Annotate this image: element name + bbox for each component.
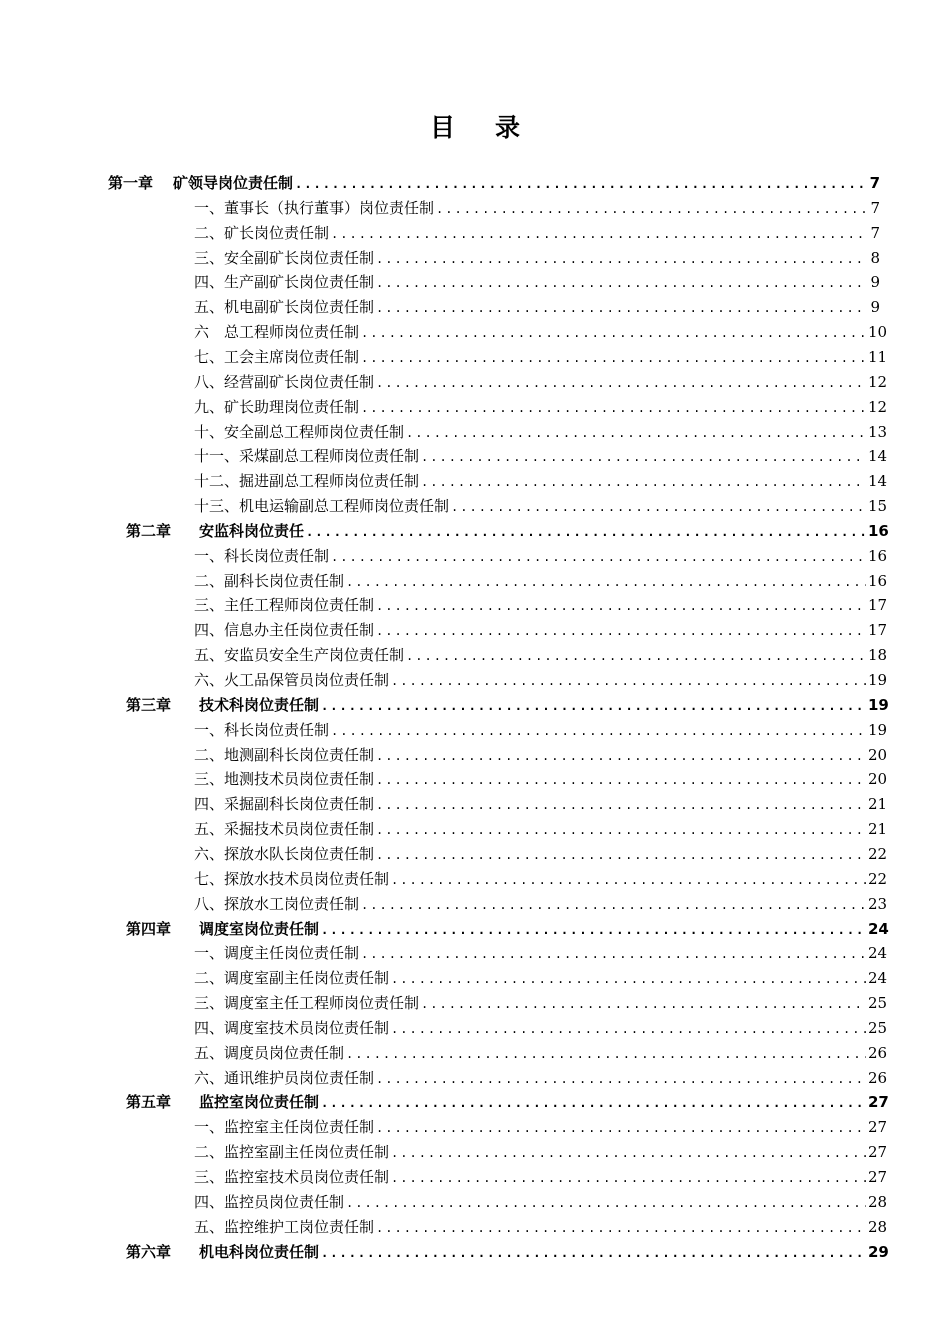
- toc-item-row[interactable]: [194, 370, 888, 395]
- toc-leader-dots: [376, 843, 866, 868]
- toc-item-title: 一、监控室主任岗位责任制: [194, 1118, 375, 1137]
- toc-page-number: 10: [868, 323, 888, 342]
- toc-chapter-number: 第六章: [126, 1242, 172, 1261]
- toc-item-title: 七、探放水技术员岗位责任制: [194, 869, 390, 888]
- toc-item-row[interactable]: [194, 395, 888, 420]
- toc-chapter-number: 第三章: [126, 695, 172, 714]
- toc-leader-dots: [321, 694, 866, 719]
- toc-item-row[interactable]: [194, 817, 888, 842]
- toc-item-title: 五、采掘技术员岗位责任制: [194, 820, 375, 839]
- toc-item-title: 四、调度室技术员岗位责任制: [194, 1018, 390, 1037]
- toc-leader-dots: [376, 1216, 866, 1241]
- toc-page-number: 26: [868, 1068, 888, 1087]
- toc-leader-dots: [406, 421, 866, 446]
- toc-page-number: 27: [868, 1143, 888, 1162]
- toc-page-number: 15: [868, 497, 888, 516]
- toc-item-row[interactable]: [194, 1041, 888, 1066]
- toc-item-title: 二、矿长岗位责任制: [194, 223, 330, 242]
- toc-page-number: 27: [868, 1118, 888, 1137]
- toc-leader-dots: [376, 619, 866, 644]
- toc-leader-dots: [376, 793, 866, 818]
- toc-item-title: 八、探放水工岗位责任制: [194, 894, 360, 913]
- toc-chapter-title: 调度室岗位责任制: [199, 919, 320, 938]
- toc-item-title: 六、探放水队长岗位责任制: [194, 844, 375, 863]
- toc-leader-dots: [346, 1191, 866, 1216]
- toc-item-title: 四、生产副矿长岗位责任制: [194, 273, 375, 292]
- toc-chapter-number: 第五章: [126, 1093, 172, 1112]
- toc-item-title: 四、信息办主任岗位责任制: [194, 621, 375, 640]
- toc-item-row[interactable]: [194, 1115, 888, 1140]
- toc-page-number: 7: [870, 198, 880, 217]
- toc-leader-dots: [376, 296, 866, 321]
- toc-leader-dots: [376, 1116, 866, 1141]
- toc-chapter-title: 技术科岗位责任制: [199, 695, 320, 714]
- toc-item-title: 五、调度员岗位责任制: [194, 1043, 345, 1062]
- toc-page-number: 29: [868, 1242, 889, 1261]
- toc-item-title: 五、安监员安全生产岗位责任制: [194, 646, 405, 665]
- toc-page-number: 7: [870, 223, 880, 242]
- toc-item-row[interactable]: [194, 1165, 888, 1190]
- toc-item-row[interactable]: [194, 345, 888, 370]
- toc-chapter-number: 第二章: [126, 521, 172, 540]
- toc-page-number: 20: [868, 745, 888, 764]
- toc-item-title: 二、副科长岗位责任制: [194, 571, 345, 590]
- toc-item-row[interactable]: [194, 221, 880, 246]
- toc-item-title: 一、科长岗位责任制: [194, 720, 330, 739]
- toc-chapter-row[interactable]: [126, 693, 889, 718]
- toc-page-number: 25: [868, 1018, 888, 1037]
- toc-leader-dots: [391, 967, 866, 992]
- toc-item-row[interactable]: [194, 1190, 888, 1215]
- toc-item-title: 六、通讯维护员岗位责任制: [194, 1068, 375, 1087]
- toc-item-row[interactable]: [194, 196, 880, 221]
- toc-item-title: 一、董事长（执行董事）岗位责任制: [194, 198, 435, 217]
- toc-item-row[interactable]: [194, 718, 888, 743]
- toc-item-row[interactable]: [194, 270, 880, 295]
- toc-leader-dots: [391, 1017, 866, 1042]
- toc-item-title: 四、采掘副科长岗位责任制: [194, 795, 375, 814]
- toc-item-row[interactable]: [194, 767, 888, 792]
- toc-chapter-title: 机电科岗位责任制: [199, 1242, 320, 1261]
- toc-item-title: 三、调度室主任工程师岗位责任制: [194, 994, 420, 1013]
- toc-leader-dots: [376, 744, 866, 769]
- toc-chapter-row[interactable]: [126, 1090, 889, 1115]
- toc-page-number: 13: [868, 422, 888, 441]
- toc-item-row[interactable]: [194, 246, 880, 271]
- toc-chapter-title: 矿领导岗位责任制: [173, 174, 294, 192]
- toc-item-title: 十、安全副总工程师岗位责任制: [194, 422, 405, 441]
- toc-leader-dots: [361, 893, 866, 918]
- toc-page-number: 21: [868, 820, 888, 839]
- toc-page-number: 24: [868, 919, 889, 938]
- toc-leader-dots: [361, 396, 866, 421]
- toc-page-number: 25: [868, 994, 888, 1013]
- toc-leader-dots: [331, 719, 866, 744]
- toc-item-title: 十二、掘进副总工程师岗位责任制: [194, 472, 420, 491]
- toc-chapter-number: 第一章: [108, 174, 154, 192]
- toc-item-title: 十一、采煤副总工程师岗位责任制: [194, 447, 420, 466]
- toc-chapter-row[interactable]: [126, 519, 889, 544]
- toc-item-title: 五、机电副矿长岗位责任制: [194, 298, 375, 317]
- toc-leader-dots: [321, 1091, 866, 1116]
- toc-item-title: 三、安全副矿长岗位责任制: [194, 248, 375, 267]
- toc-item-title: 一、调度主任岗位责任制: [194, 944, 360, 963]
- toc-leader-dots: [391, 868, 866, 893]
- toc-item-row[interactable]: [194, 941, 888, 966]
- toc-item-title: 二、监控室副主任岗位责任制: [194, 1143, 390, 1162]
- toc-item-title: 一、科长岗位责任制: [194, 546, 330, 565]
- toc-page-number: 21: [868, 795, 888, 814]
- toc-page-number: 14: [868, 447, 888, 466]
- toc-page-number: 12: [868, 397, 888, 416]
- toc-item-row[interactable]: [194, 469, 888, 494]
- toc-leader-dots: [376, 768, 866, 793]
- toc-leader-dots: [391, 1141, 866, 1166]
- toc-leader-dots: [421, 445, 866, 470]
- toc-page-number: 24: [868, 969, 888, 988]
- toc-item-title: 二、地测副科长岗位责任制: [194, 745, 375, 764]
- toc-item-row[interactable]: [194, 668, 888, 693]
- title-char-2: 录: [495, 113, 521, 142]
- toc-item-title: 三、主任工程师岗位责任制: [194, 596, 375, 615]
- toc-leader-dots: [376, 247, 866, 272]
- toc-leader-dots: [346, 570, 866, 595]
- toc-item-row[interactable]: [194, 618, 888, 643]
- toc-item-row[interactable]: [194, 320, 888, 345]
- toc-leader-dots: [306, 520, 866, 545]
- toc-item-title: 五、监控维护工岗位责任制: [194, 1217, 375, 1236]
- toc-chapter-row[interactable]: [108, 171, 880, 196]
- toc-item-title: 三、地测技术员岗位责任制: [194, 770, 375, 789]
- toc-item-row[interactable]: [194, 966, 888, 991]
- toc-leader-dots: [421, 470, 866, 495]
- toc-leader-dots: [391, 669, 866, 694]
- toc-item-row[interactable]: [194, 1016, 888, 1041]
- toc-page-number: 8: [870, 248, 880, 267]
- toc-page-number: 26: [868, 1043, 888, 1062]
- toc-item-title: 二、调度室副主任岗位责任制: [194, 969, 390, 988]
- toc-item-row[interactable]: [194, 1140, 888, 1165]
- title-char-1: 目: [429, 113, 455, 142]
- toc-page-number: 28: [868, 1192, 888, 1211]
- toc-item-row[interactable]: [194, 991, 888, 1016]
- toc-item-row[interactable]: [194, 1066, 888, 1091]
- toc-leader-dots: [376, 594, 866, 619]
- toc-leader-dots: [436, 197, 866, 222]
- toc-page-number: 20: [868, 770, 888, 789]
- toc-chapter-number: 第四章: [126, 919, 172, 938]
- toc-chapter-title: 监控室岗位责任制: [199, 1093, 320, 1112]
- toc-page-number: 22: [868, 844, 888, 863]
- toc-page-number: 11: [868, 347, 888, 366]
- toc-item-title: 七、工会主席岗位责任制: [194, 347, 360, 366]
- toc-leader-dots: [346, 1042, 866, 1067]
- toc-leader-dots: [331, 545, 866, 570]
- toc-item-title: 九、矿长助理岗位责任制: [194, 397, 360, 416]
- toc-page-number: 7: [869, 174, 880, 192]
- page-title: [0, 108, 950, 144]
- toc-page-number: 16: [868, 546, 888, 565]
- toc-item-title: 六 总工程师岗位责任制: [194, 323, 360, 342]
- toc-leader-dots: [406, 644, 866, 669]
- toc-page-number: 23: [868, 894, 888, 913]
- toc-page-number: 16: [868, 521, 889, 540]
- toc-leader-dots: [421, 992, 866, 1017]
- toc-chapter-row[interactable]: [126, 917, 889, 942]
- toc-item-title: 三、监控室技术员岗位责任制: [194, 1168, 390, 1186]
- toc-leader-dots: [331, 222, 866, 247]
- toc-page-number: 27: [868, 1093, 889, 1112]
- toc-page-number: 22: [868, 869, 888, 888]
- toc-item-row[interactable]: [194, 295, 880, 320]
- toc-chapter-title: 安监科岗位责任: [199, 521, 305, 540]
- toc-item-title: 八、经营副矿长岗位责任制: [194, 372, 375, 391]
- toc-item-row[interactable]: [194, 420, 888, 445]
- toc-leader-dots: [376, 818, 866, 843]
- toc-page-number: 19: [868, 695, 889, 714]
- toc-page-number: 9: [870, 273, 880, 292]
- toc-leader-dots: [321, 1241, 866, 1266]
- toc-leader-dots: [361, 346, 866, 371]
- toc-leader-dots: [361, 942, 866, 967]
- toc-leader-dots: [391, 1166, 866, 1191]
- toc-page-number: 27: [868, 1168, 888, 1186]
- toc-item-row[interactable]: [194, 494, 888, 519]
- toc-chapter-row[interactable]: [126, 1240, 889, 1265]
- toc-item-row[interactable]: [194, 444, 888, 469]
- toc-item-row[interactable]: [194, 544, 888, 569]
- toc-item-row[interactable]: [194, 569, 888, 594]
- toc-page-number: 28: [868, 1217, 888, 1236]
- toc-item-row[interactable]: [194, 743, 888, 768]
- toc-leader-dots: [321, 918, 866, 943]
- toc-item-row[interactable]: [194, 842, 888, 867]
- toc-item-row[interactable]: [194, 593, 888, 618]
- toc-item-row[interactable]: [194, 643, 888, 668]
- toc-page-number: 17: [868, 596, 888, 615]
- toc-page-number: 18: [868, 646, 888, 665]
- toc-item-row[interactable]: [194, 892, 888, 917]
- toc-page-number: 16: [868, 571, 888, 590]
- toc-item-title: 六、火工品保管员岗位责任制: [194, 671, 390, 689]
- toc-page-number: 9: [870, 298, 880, 317]
- toc-leader-dots: [376, 1067, 866, 1092]
- toc-leader-dots: [295, 172, 866, 197]
- toc-item-title: 四、监控员岗位责任制: [194, 1192, 345, 1211]
- toc-page-number: 24: [868, 944, 888, 963]
- toc-item-row[interactable]: [194, 792, 888, 817]
- toc-item-title: 十三、机电运输副总工程师岗位责任制: [194, 497, 450, 516]
- toc-page-number: 12: [868, 372, 888, 391]
- toc-page-number: 19: [868, 720, 888, 739]
- toc-page-number: 17: [868, 621, 888, 640]
- toc-leader-dots: [376, 271, 866, 296]
- toc-item-row[interactable]: [194, 1215, 888, 1240]
- toc-page-number: 19: [868, 671, 888, 689]
- toc-page-number: 14: [868, 472, 888, 491]
- toc-item-row[interactable]: [194, 867, 888, 892]
- toc-leader-dots: [361, 321, 866, 346]
- toc-leader-dots: [376, 371, 866, 396]
- toc-leader-dots: [451, 495, 866, 520]
